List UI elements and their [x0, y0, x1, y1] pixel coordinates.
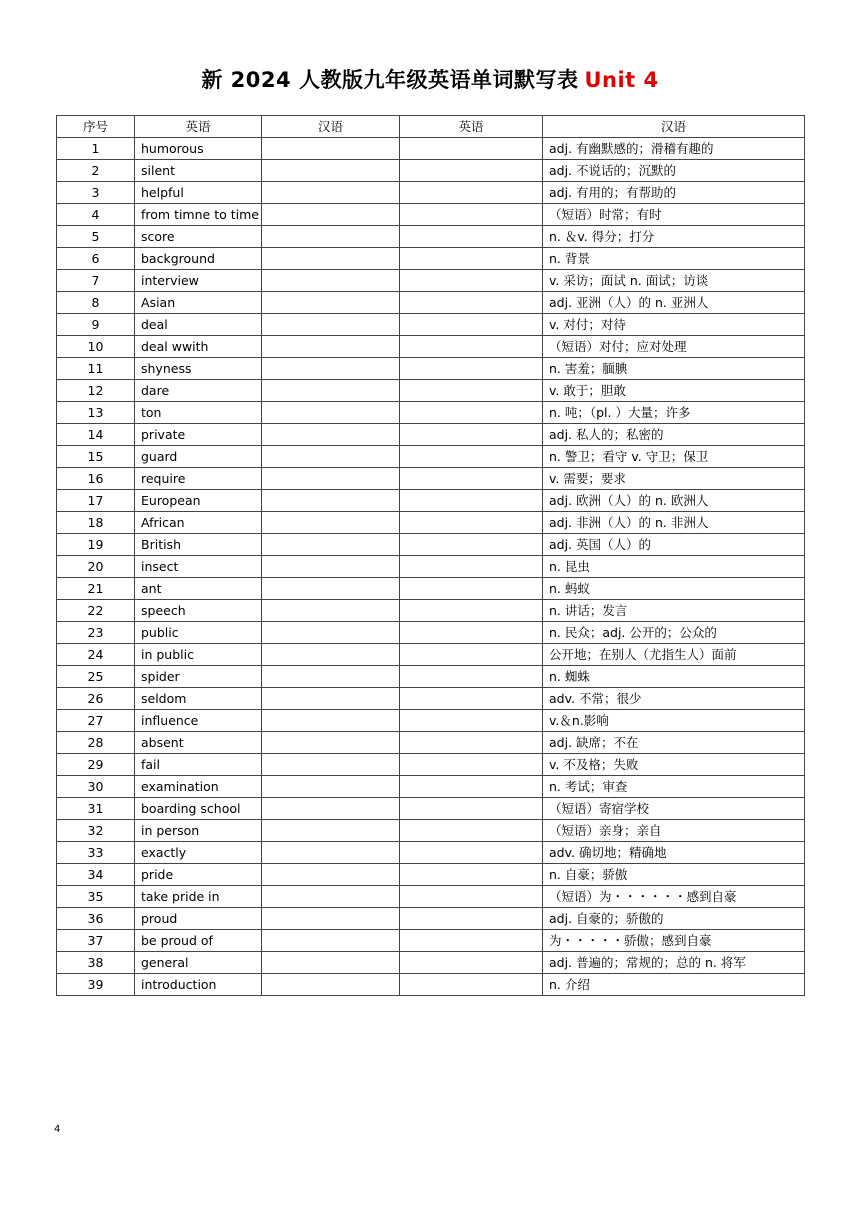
chinese-answer-cell[interactable] [262, 512, 400, 534]
english-answer-cell[interactable] [400, 292, 543, 314]
chinese-answer-cell[interactable] [262, 402, 400, 424]
table-row [57, 270, 805, 292]
english-word: interview [135, 270, 262, 292]
chinese-meaning: v. 不及格；失败 [543, 754, 805, 776]
english-answer-cell[interactable] [400, 820, 543, 842]
title-unit: Unit 4 [584, 68, 659, 92]
english-answer-cell[interactable] [400, 930, 543, 952]
chinese-answer-cell[interactable] [262, 622, 400, 644]
english-word: private [135, 424, 262, 446]
english-word: insect [135, 556, 262, 578]
english-answer-cell[interactable] [400, 622, 543, 644]
english-answer-cell[interactable] [400, 688, 543, 710]
english-word: from timne to time [135, 204, 262, 226]
row-number: 9 [57, 314, 135, 336]
english-word: general [135, 952, 262, 974]
english-answer-cell[interactable] [400, 468, 543, 490]
table-row [57, 138, 805, 160]
english-answer-cell[interactable] [400, 644, 543, 666]
vocab-table [56, 115, 805, 996]
chinese-meaning: adj. 缺席；不在 [543, 732, 805, 754]
chinese-answer-cell[interactable] [262, 424, 400, 446]
page-number: 4 [54, 1124, 61, 1135]
english-word: absent [135, 732, 262, 754]
english-answer-cell[interactable] [400, 314, 543, 336]
chinese-meaning: n. 介绍 [543, 974, 805, 996]
row-number: 26 [57, 688, 135, 710]
table-row [57, 226, 805, 248]
chinese-meaning: v.＆n.影响 [543, 710, 805, 732]
english-word: African [135, 512, 262, 534]
row-number: 10 [57, 336, 135, 358]
chinese-answer-cell[interactable] [262, 138, 400, 160]
table-row [57, 380, 805, 402]
english-answer-cell[interactable] [400, 512, 543, 534]
row-number: 29 [57, 754, 135, 776]
row-number: 20 [57, 556, 135, 578]
chinese-answer-cell[interactable] [262, 930, 400, 952]
chinese-answer-cell[interactable] [262, 336, 400, 358]
table-row [57, 556, 805, 578]
chinese-meaning: adj. 私人的；私密的 [543, 424, 805, 446]
english-word: be proud of [135, 930, 262, 952]
row-number: 33 [57, 842, 135, 864]
table-row [57, 974, 805, 996]
table-row [57, 336, 805, 358]
table-row [57, 182, 805, 204]
english-word: influence [135, 710, 262, 732]
chinese-meaning: v. 对付；对待 [543, 314, 805, 336]
row-number: 16 [57, 468, 135, 490]
table-row [57, 864, 805, 886]
english-answer-cell[interactable] [400, 842, 543, 864]
chinese-meaning: （短语）寄宿学校 [543, 798, 805, 820]
chinese-answer-cell[interactable] [262, 270, 400, 292]
chinese-answer-cell[interactable] [262, 204, 400, 226]
chinese-answer-cell[interactable] [262, 864, 400, 886]
table-row [57, 886, 805, 908]
row-number: 15 [57, 446, 135, 468]
table-row [57, 204, 805, 226]
table-row [57, 490, 805, 512]
table-row [57, 424, 805, 446]
table-row [57, 930, 805, 952]
chinese-answer-cell[interactable] [262, 578, 400, 600]
header-number: 序号 [57, 116, 135, 138]
row-number: 1 [57, 138, 135, 160]
chinese-answer-cell[interactable] [262, 908, 400, 930]
english-answer-cell[interactable] [400, 556, 543, 578]
chinese-meaning: 为・・・・・骄傲；感到自豪 [543, 930, 805, 952]
chinese-answer-cell[interactable] [262, 248, 400, 270]
english-word: guard [135, 446, 262, 468]
header-chinese: 汉语 [543, 116, 805, 138]
row-number: 6 [57, 248, 135, 270]
row-number: 2 [57, 160, 135, 182]
chinese-answer-cell[interactable] [262, 446, 400, 468]
english-word: examination [135, 776, 262, 798]
row-number: 39 [57, 974, 135, 996]
row-number: 12 [57, 380, 135, 402]
english-word: ant [135, 578, 262, 600]
english-word: dare [135, 380, 262, 402]
chinese-meaning: （短语）亲身；亲自 [543, 820, 805, 842]
english-answer-cell[interactable] [400, 974, 543, 996]
chinese-answer-cell[interactable] [262, 358, 400, 380]
row-number: 38 [57, 952, 135, 974]
table-row [57, 512, 805, 534]
english-answer-cell[interactable] [400, 952, 543, 974]
row-number: 11 [57, 358, 135, 380]
english-answer-cell[interactable] [400, 336, 543, 358]
title-main: 新 2024 人教版九年级英语单词默写表 [201, 68, 579, 92]
english-word: shyness [135, 358, 262, 380]
header-english: 英语 [135, 116, 262, 138]
english-answer-cell[interactable] [400, 160, 543, 182]
chinese-meaning: n. 民众；adj. 公开的；公众的 [543, 622, 805, 644]
english-answer-cell[interactable] [400, 776, 543, 798]
english-word: European [135, 490, 262, 512]
chinese-answer-cell[interactable] [262, 842, 400, 864]
english-answer-cell[interactable] [400, 600, 543, 622]
row-number: 5 [57, 226, 135, 248]
english-word: in public [135, 644, 262, 666]
chinese-answer-cell[interactable] [262, 974, 400, 996]
chinese-answer-cell[interactable] [262, 490, 400, 512]
english-answer-cell[interactable] [400, 798, 543, 820]
table-row [57, 600, 805, 622]
chinese-answer-cell[interactable] [262, 710, 400, 732]
english-answer-cell[interactable] [400, 666, 543, 688]
english-word: take pride in [135, 886, 262, 908]
chinese-meaning: adv. 确切地；精确地 [543, 842, 805, 864]
english-word: deal [135, 314, 262, 336]
english-word: score [135, 226, 262, 248]
english-word: in person [135, 820, 262, 842]
english-word: public [135, 622, 262, 644]
english-answer-cell[interactable] [400, 182, 543, 204]
english-answer-cell[interactable] [400, 710, 543, 732]
chinese-answer-cell[interactable] [262, 754, 400, 776]
row-number: 7 [57, 270, 135, 292]
row-number: 27 [57, 710, 135, 732]
row-number: 37 [57, 930, 135, 952]
chinese-answer-cell[interactable] [262, 468, 400, 490]
chinese-meaning: n. 警卫；看守 v. 守卫；保卫 [543, 446, 805, 468]
table-row [57, 534, 805, 556]
chinese-meaning: n. 昆虫 [543, 556, 805, 578]
chinese-answer-cell[interactable] [262, 644, 400, 666]
english-answer-cell[interactable] [400, 578, 543, 600]
row-number: 32 [57, 820, 135, 842]
table-row [57, 160, 805, 182]
chinese-answer-cell[interactable] [262, 556, 400, 578]
english-word: ton [135, 402, 262, 424]
english-word: silent [135, 160, 262, 182]
row-number: 17 [57, 490, 135, 512]
chinese-answer-cell[interactable] [262, 688, 400, 710]
chinese-answer-cell[interactable] [262, 666, 400, 688]
chinese-meaning: adj. 普遍的；常规的；总的 n. 将军 [543, 952, 805, 974]
chinese-answer-cell[interactable] [262, 776, 400, 798]
row-number: 3 [57, 182, 135, 204]
english-word: pride [135, 864, 262, 886]
english-word: proud [135, 908, 262, 930]
english-word: boarding school [135, 798, 262, 820]
english-answer-cell[interactable] [400, 380, 543, 402]
row-number: 8 [57, 292, 135, 314]
table-row [57, 248, 805, 270]
chinese-answer-cell[interactable] [262, 160, 400, 182]
chinese-meaning: n. 吨；（pl. ）大量；许多 [543, 402, 805, 424]
english-word: speech [135, 600, 262, 622]
chinese-answer-cell[interactable] [262, 798, 400, 820]
chinese-answer-cell[interactable] [262, 600, 400, 622]
chinese-answer-cell[interactable] [262, 226, 400, 248]
table-row [57, 908, 805, 930]
english-word: helpful [135, 182, 262, 204]
chinese-answer-cell[interactable] [262, 534, 400, 556]
english-word: deal wwith [135, 336, 262, 358]
english-answer-cell[interactable] [400, 886, 543, 908]
chinese-meaning: adj. 有幽默感的；滑稽有趣的 [543, 138, 805, 160]
chinese-meaning: n. 自豪；骄傲 [543, 864, 805, 886]
english-answer-cell[interactable] [400, 270, 543, 292]
chinese-answer-cell[interactable] [262, 314, 400, 336]
table-row [57, 578, 805, 600]
row-number: 21 [57, 578, 135, 600]
english-answer-cell[interactable] [400, 424, 543, 446]
english-answer-cell[interactable] [400, 248, 543, 270]
chinese-meaning: adj. 非洲（人）的 n. 非洲人 [543, 512, 805, 534]
chinese-meaning: n. 蜘蛛 [543, 666, 805, 688]
row-number: 24 [57, 644, 135, 666]
page-title [0, 64, 860, 94]
english-answer-cell[interactable] [400, 864, 543, 886]
english-word: require [135, 468, 262, 490]
header-english-blank: 英语 [400, 116, 543, 138]
chinese-answer-cell[interactable] [262, 182, 400, 204]
header-chinese-blank: 汉语 [262, 116, 400, 138]
header-row [57, 116, 805, 138]
english-answer-cell[interactable] [400, 204, 543, 226]
row-number: 13 [57, 402, 135, 424]
english-word: fail [135, 754, 262, 776]
english-answer-cell[interactable] [400, 490, 543, 512]
row-number: 31 [57, 798, 135, 820]
chinese-meaning: n. 害羞；腼腆 [543, 358, 805, 380]
table-row [57, 622, 805, 644]
row-number: 18 [57, 512, 135, 534]
english-word: humorous [135, 138, 262, 160]
english-answer-cell[interactable] [400, 138, 543, 160]
chinese-meaning: adj. 亚洲（人）的 n. 亚洲人 [543, 292, 805, 314]
chinese-meaning: adj. 英国（人）的 [543, 534, 805, 556]
english-word: exactly [135, 842, 262, 864]
row-number: 30 [57, 776, 135, 798]
table-row [57, 842, 805, 864]
chinese-answer-cell[interactable] [262, 380, 400, 402]
english-word: background [135, 248, 262, 270]
row-number: 4 [57, 204, 135, 226]
row-number: 25 [57, 666, 135, 688]
chinese-answer-cell[interactable] [262, 732, 400, 754]
table-row [57, 644, 805, 666]
chinese-meaning: n. 讲话；发言 [543, 600, 805, 622]
chinese-meaning: v. 敢于；胆敢 [543, 380, 805, 402]
chinese-meaning: v. 需要；要求 [543, 468, 805, 490]
english-answer-cell[interactable] [400, 226, 543, 248]
chinese-meaning: adj. 有用的；有帮助的 [543, 182, 805, 204]
row-number: 34 [57, 864, 135, 886]
chinese-meaning: n. 蚂蚁 [543, 578, 805, 600]
chinese-meaning: adj. 自豪的；骄傲的 [543, 908, 805, 930]
table-row [57, 446, 805, 468]
table-row [57, 798, 805, 820]
chinese-meaning: n. 背景 [543, 248, 805, 270]
row-number: 36 [57, 908, 135, 930]
table-row [57, 468, 805, 490]
table-row [57, 776, 805, 798]
table-row [57, 292, 805, 314]
vocab-body [57, 138, 805, 996]
english-answer-cell[interactable] [400, 732, 543, 754]
english-answer-cell[interactable] [400, 402, 543, 424]
english-answer-cell[interactable] [400, 908, 543, 930]
english-answer-cell[interactable] [400, 446, 543, 468]
row-number: 14 [57, 424, 135, 446]
english-word: Asian [135, 292, 262, 314]
table-row [57, 358, 805, 380]
chinese-meaning: adj. 欧洲（人）的 n. 欧洲人 [543, 490, 805, 512]
chinese-meaning: （短语）对付；应对处理 [543, 336, 805, 358]
chinese-meaning: n. 考试；审查 [543, 776, 805, 798]
chinese-meaning: 公开地；在别人（尤指生人）面前 [543, 644, 805, 666]
english-word: British [135, 534, 262, 556]
english-answer-cell[interactable] [400, 358, 543, 380]
table-row [57, 754, 805, 776]
chinese-meaning: v. 采访；面试 n. 面试；访谈 [543, 270, 805, 292]
chinese-answer-cell[interactable] [262, 952, 400, 974]
chinese-answer-cell[interactable] [262, 820, 400, 842]
chinese-meaning: adj. 不说话的；沉默的 [543, 160, 805, 182]
row-number: 19 [57, 534, 135, 556]
english-answer-cell[interactable] [400, 534, 543, 556]
chinese-answer-cell[interactable] [262, 292, 400, 314]
table-row [57, 688, 805, 710]
chinese-meaning: （短语）为・・・・・・感到自豪 [543, 886, 805, 908]
row-number: 23 [57, 622, 135, 644]
chinese-answer-cell[interactable] [262, 886, 400, 908]
table-row [57, 314, 805, 336]
row-number: 22 [57, 600, 135, 622]
chinese-meaning: adv. 不常；很少 [543, 688, 805, 710]
english-word: seldom [135, 688, 262, 710]
table-row [57, 666, 805, 688]
english-answer-cell[interactable] [400, 754, 543, 776]
chinese-meaning: （短语）时常；有时 [543, 204, 805, 226]
chinese-meaning: n. ＆v. 得分；打分 [543, 226, 805, 248]
english-word: spider [135, 666, 262, 688]
row-number: 28 [57, 732, 135, 754]
table-row [57, 402, 805, 424]
english-word: introduction [135, 974, 262, 996]
table-row [57, 952, 805, 974]
row-number: 35 [57, 886, 135, 908]
table-row [57, 820, 805, 842]
table-row [57, 710, 805, 732]
table-row [57, 732, 805, 754]
